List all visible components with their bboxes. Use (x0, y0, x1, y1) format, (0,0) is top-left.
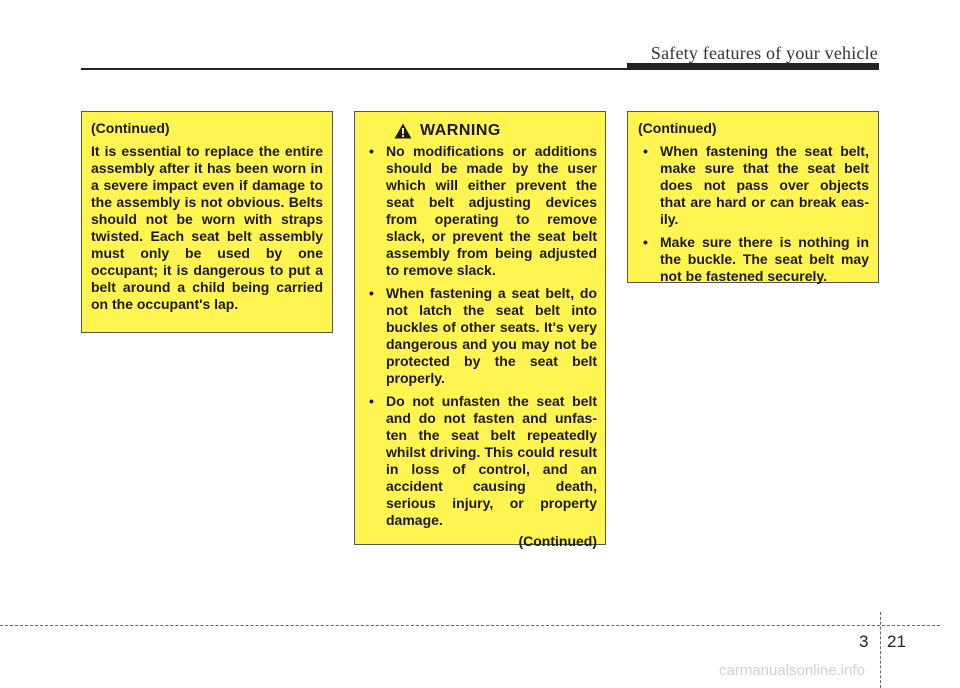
continued-label: (Continued) (91, 120, 170, 136)
list-item (364, 393, 597, 529)
list-item-text: When fastening the seat belt, make sure that the seat belt does not pass over objects that are hard or can break eas-ily. (660, 143, 869, 227)
continued-note-box (81, 111, 333, 333)
continued-label-end: (Continued) (518, 533, 597, 549)
bullet-icon: • (643, 143, 648, 159)
list-item-text: Do not unfasten the seat belt and do not fasten and unfas-ten the seat belt repeatedly whilst driving. This could result in loss of control, and an accident causing death, serious injury, or property damage. (386, 393, 597, 528)
bullet-icon: • (369, 143, 374, 159)
bullet-icon: • (369, 393, 374, 409)
footer-dashed-divider (880, 612, 881, 688)
warning-triangle-icon (394, 123, 412, 139)
continued-note-box-right (627, 111, 879, 283)
bullet-icon: • (643, 234, 648, 250)
continued-label: (Continued) (638, 120, 717, 136)
page-number: 21 (887, 632, 906, 651)
list-item-text: Make sure there is nothing in the buckle. The seat belt may not be fastened securely. (660, 234, 869, 284)
note-text: It is essential to replace the entire assembly after it has been worn in a severe impact even if damage to the assembly is not obvious. Belts should not be worn with straps twisted. Each seat belt assembly must only be used by one occupant; it is dangerous to put a belt around a child being carried on the occupant's lap. (91, 143, 323, 312)
list-item (364, 285, 597, 387)
watermark: carmanualsonline.info (719, 662, 865, 679)
warning-list (364, 143, 597, 529)
warning-title: WARNING (420, 122, 501, 139)
warning-header (364, 122, 597, 139)
footer-dashed-rule (0, 625, 940, 626)
list-item (364, 143, 597, 279)
header-rule-accent (627, 63, 879, 70)
list-item (638, 143, 869, 228)
list-item-text: When fastening a seat belt, do not latch the seat belt into buckles of other seats. It's very dangerous and you may not be protected by the seat belt properly. (386, 285, 597, 386)
warning-box (354, 111, 606, 549)
list-item (638, 234, 869, 285)
chapter-number: 3 (859, 632, 869, 651)
list-item-text: No modifications or additions should be made by the user which will either prevent the seat belt adjusting devices from operating to remove slack, or prevent the seat belt assembly from being adjusted to remove slack. (386, 143, 597, 278)
note-list (638, 143, 869, 285)
section-title: Safety features of your vehicle (650, 43, 878, 63)
bullet-icon: • (369, 285, 374, 301)
